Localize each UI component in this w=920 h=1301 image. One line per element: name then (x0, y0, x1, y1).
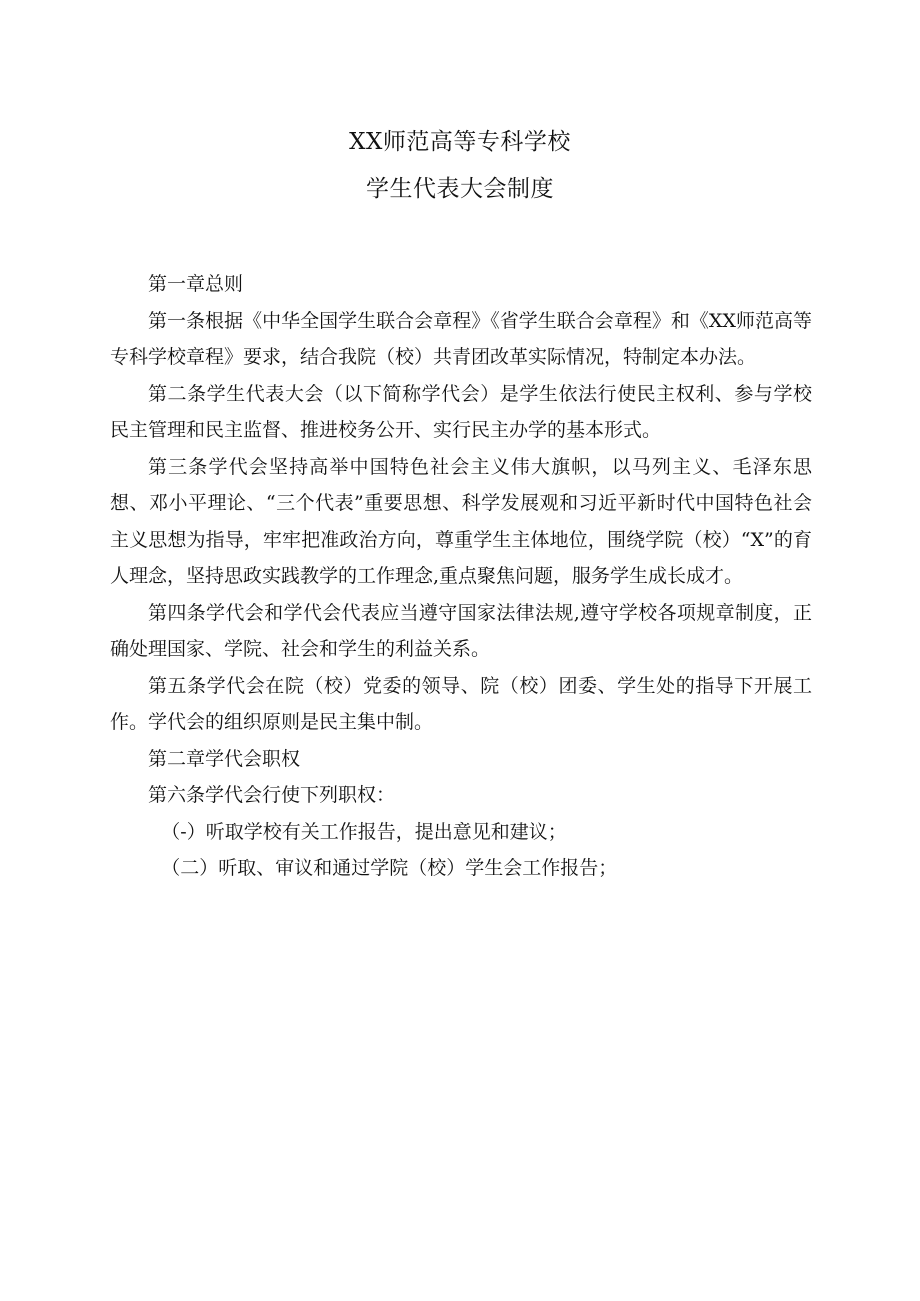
article-4: 第四条学代会和学代会代表应当遵守国家法律法规,遵守学校各项规章制度，正确处理国家、学院、社会和学生的利益关系。 (110, 601, 812, 660)
article-6: 第六条学代会行使下列职权： (148, 784, 396, 806)
article-2: 第二条学生代表大会（以下简称学代会）是学生依法行使民主权利、参与学校民主管理和民主监督、推进校务公开、实行民主办学的基本形式。 (110, 382, 812, 441)
article-1: 第一条根据《中华全国学生联合会章程》《省学生联合会章程》和《XX师范高等专科学校章程》要求，结合我院（校）共青团改革实际情况，特制定本办法。 (110, 309, 812, 368)
list-item-1: （-）听取学校有关工作报告，提出意见和建议； (161, 820, 567, 843)
chapter-heading-2: 第二章学代会职权 (148, 747, 301, 770)
document-title-line-2: 学生代表大会制度 (366, 176, 554, 202)
document-body (110, 266, 812, 887)
article-5: 第五条学代会在院（校）党委的领导、院（校）团委、学生处的指导下开展工作。学代会的组织原则是民主集中制。 (110, 674, 812, 733)
list-item-2: （二）听取、审议和通过学院（校）学生会工作报告； (161, 857, 618, 879)
article-3: 第三条学代会坚持高举中国特色社会主义伟大旗帜，以马列主义、毛泽东思想、邓小平理论、“三个代表”重要思想、科学发展观和习近平新时代中国特色社会主义思想为指导，牢牢把准政治方向，尊重学生主体地位，围绕学院（校）“X”的育人理念，坚持思政实践教学的工作理念,重点聚焦问题，服务学生成长成才。 (110, 455, 812, 587)
chapter-heading-1: 第一章总则 (148, 273, 244, 295)
document-title-line-1: XX师范高等专科学校 (349, 129, 571, 155)
